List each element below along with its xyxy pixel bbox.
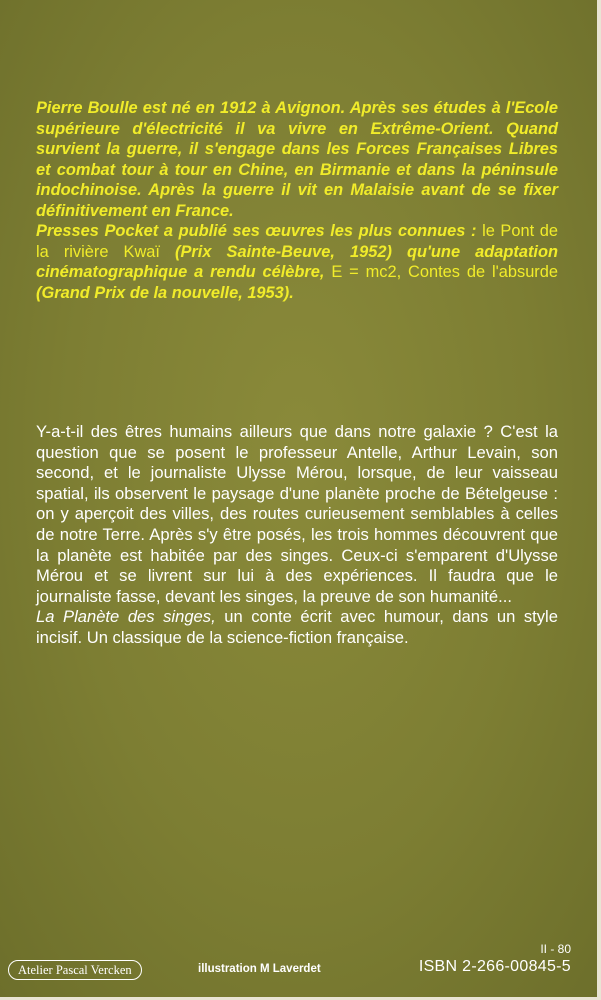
blurb-closing-text: un conte écrit avec humour, dans un style incisif. Un classique de la science-fiction française. [36, 607, 558, 647]
adaptation-note: qu'une adaptation cinématographique a rendu célèbre, [36, 242, 558, 281]
work-titles-other: E = mc2, Contes de l'absurde [331, 263, 558, 281]
book-blurb [36, 422, 558, 649]
blurb-text: Y-a-t-il des êtres humains ailleurs que dans notre galaxie ? C'est la question que se posent le professeur Antelle, Arthur Levain, son second, et le journaliste Ulysse Mérou, lorsque, de leur vaisseau spatial, ils observent le paysage d'une planète proche de Bételgeuse : on y aperçoit des villes, des routes curieusement semblables à celles de notre Terre. Après s'y être posés, les trois hommes découvrent que la planète est habitée par des singes. Ceux-ci s'emparent d'Ulysse Mérou et se livrent sur lui à des expériences. Il faudra que le journaliste fasse, devant les singes, la preuve de son humanité... [36, 422, 558, 606]
blurb-closing-paragraph [36, 607, 558, 648]
published-works-paragraph [36, 221, 558, 303]
book-title: La Planète des singes, [36, 607, 216, 627]
blurb-paragraph [36, 422, 558, 607]
design-studio-badge: Atelier Pascal Vercken [8, 960, 142, 980]
published-intro: Presses Pocket a publié ses œuvres les plus connues : [36, 222, 477, 240]
work-title-kwai: le Pont de la rivière Kwaï [36, 222, 558, 261]
prize-sainte-beuve: (Prix Sainte-Beuve, 1952) [175, 242, 392, 261]
prize-nouvelle: (Grand Prix de la nouvelle, 1953). [36, 283, 294, 302]
price-code: II - 80 [540, 942, 571, 956]
illustration-credit: illustration M Laverdet [198, 963, 321, 975]
author-biography [36, 98, 558, 303]
author-bio-text: Pierre Boulle est né en 1912 à Avignon. Après ses études à l'Ecole supérieure d'électricité il va vivre en Extrême-Orient. Quand survient la guerre, il s'engage dans les Forces Françaises Libres et combat tour à tour en Chine, en Birmanie et dans la péninsule indochinoise. Après la guerre il vit en Malaisie avant de se fixer définitivement en France. [36, 99, 558, 220]
author-bio-paragraph [36, 98, 558, 221]
isbn-number: ISBN 2-266-00845-5 [418, 958, 571, 975]
